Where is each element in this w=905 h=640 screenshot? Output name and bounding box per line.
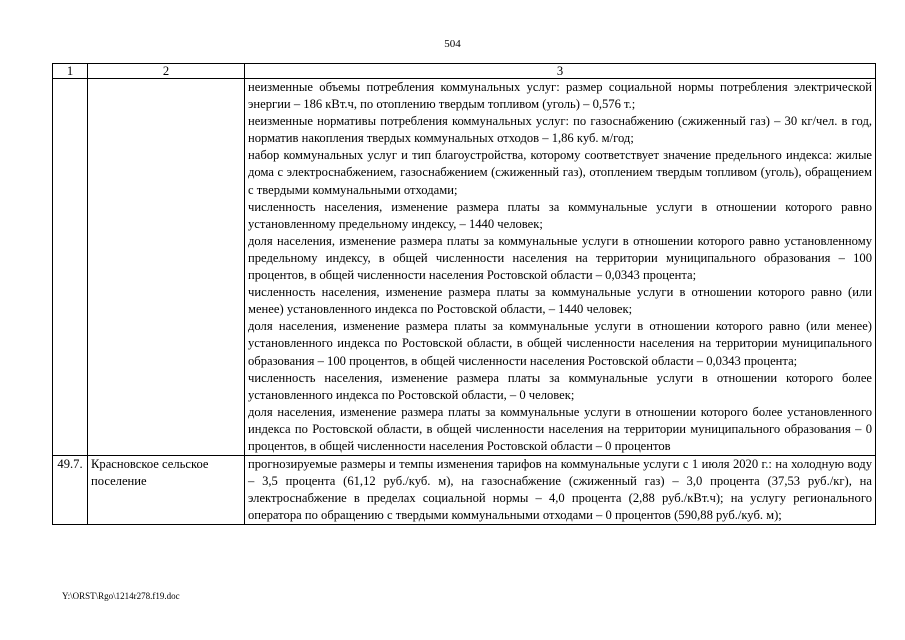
paragraph: неизменные объемы потребления коммунальных услуг: размер социальной нормы потребления электрической энергии – 186 кВт.ч, по отоплению твердым топливом (уголь) – 0,576 т.; xyxy=(248,80,872,112)
table-row xyxy=(53,79,876,456)
paragraph: доля населения, изменение размера платы за коммунальные услуги в отношении которого равно установленному предельному индексу, в общей численности населения на территории муниципального образования – 100 процентов, в общей численности населения Ростовской области – 0,0343 процента; xyxy=(248,233,872,283)
municipality-cell xyxy=(88,79,245,456)
column-header-1: 1 xyxy=(53,64,88,79)
paragraph: прогнозируемые размеры и темпы изменения тарифов на коммунальные услуги с 1 июля 2020 г.: на холодную воду – 3,5 процента (61,12 руб./куб. м), на газоснабжение (сжиженный газ) – 3,0 процента (37,53 руб./кг), на электроснабжение в пределах социальной нормы – 4,0 процента (2,88 руб./кВт.ч); на услугу регионального оператора по обращению с твердыми коммунальными отходами – 0 процентов (590,88 руб./куб. м); xyxy=(248,457,872,523)
column-header-2: 2 xyxy=(88,64,245,79)
paragraph: численность населения, изменение размера платы за коммунальные услуги в отношении которого более установленного индекса по Ростовской области, – 0 человек; xyxy=(248,370,872,402)
column-header-3: 3 xyxy=(245,64,876,79)
indicators-cell xyxy=(245,456,876,525)
footer-file-path: Y:\ORST\Rgo\1214r278.f19.doc xyxy=(62,591,180,601)
paragraph: численность населения, изменение размера платы за коммунальные услуги в отношении которого равно установленному предельному индексу, – 1440 человек; xyxy=(248,199,872,231)
paragraph: численность населения, изменение размера платы за коммунальные услуги в отношении которого равно (или менее) установленного индекса по Ростовской области, – 1440 человек; xyxy=(248,285,872,317)
page-number: 504 xyxy=(444,38,461,50)
paragraph: доля населения, изменение размера платы за коммунальные услуги в отношении которого равно (или менее) установленного индекса по Ростовской области, в общей численности населения на территории муниципального образования – 100 процентов, в общей численности населения Ростовской области – 0,0343 процента; xyxy=(248,319,872,368)
indicators-cell xyxy=(245,79,876,456)
paragraph: доля населения, изменение размера платы за коммунальные услуги в отношении которого более установленного индекса по Ростовской области, в общей численности населения на территории муниципального образования – 0 процентов, в общей численности населения Ростовской области – 0 процентов xyxy=(248,404,872,453)
table-header-row xyxy=(53,64,876,79)
row-number-cell: 49.7. xyxy=(53,456,88,525)
paragraph: набор коммунальных услуг и тип благоустройства, которому соответствует значение предельного индекса: жилые дома с электроснабжением, газоснабжением (сжиженный газ), отоплением твердым топливом (уголь), обращением с твердыми коммунальными отходами; xyxy=(248,148,872,197)
paragraph: неизменные нормативы потребления коммунальных услуг: по газоснабжению (сжиженный газ) – 30 кг/чел. в год, норматив накопления твердых коммунальных отходов – 1,86 куб. м/год; xyxy=(248,114,872,146)
municipality-cell: Красновское сельское поселение xyxy=(88,456,245,525)
row-number-cell xyxy=(53,79,88,456)
document-table xyxy=(52,63,876,525)
table-row xyxy=(53,456,876,525)
